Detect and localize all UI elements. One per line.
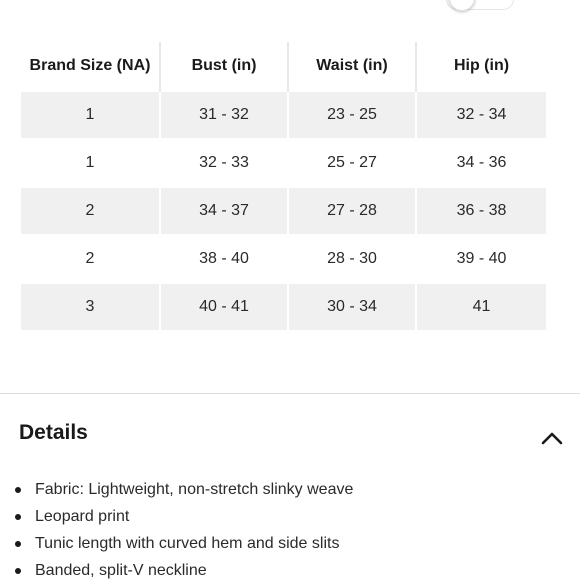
table-row — [21, 187, 546, 235]
table-cell: 34 - 37 — [160, 187, 288, 235]
table-cell: 31 - 32 — [160, 91, 288, 139]
details-heading[interactable]: Details — [19, 421, 88, 444]
bullet-dot — [15, 541, 21, 547]
table-row — [21, 235, 546, 283]
list-item-text: Banded, split-V neckline — [35, 562, 207, 579]
list-item-text: Tunic length with curved hem and side slits — [35, 535, 340, 552]
table-row — [21, 139, 546, 187]
chevron-up-icon[interactable] — [541, 431, 563, 445]
table-cell: 30 - 34 — [288, 283, 416, 330]
table-row — [21, 91, 546, 139]
section-divider — [0, 393, 580, 394]
table-cell: 27 - 28 — [288, 187, 416, 235]
list-item — [15, 477, 353, 504]
list-item — [15, 504, 353, 531]
list-item-text: Leopard print — [35, 508, 130, 525]
bullet-dot — [15, 487, 21, 493]
toggle-knob[interactable] — [449, 0, 475, 11]
table-cell: 38 - 40 — [160, 235, 288, 283]
table-cell: 2 — [21, 235, 160, 283]
table-cell: 28 - 30 — [288, 235, 416, 283]
table-cell: 1 — [21, 91, 160, 139]
table-cell: 34 - 36 — [416, 139, 546, 187]
table-cell: 2 — [21, 187, 160, 235]
size-chart-table — [21, 42, 546, 330]
toggle-switch[interactable] — [446, 0, 514, 10]
table-cell: 23 - 25 — [288, 91, 416, 139]
table-cell: 41 — [416, 283, 546, 330]
details-list — [15, 477, 353, 585]
header-bust: Bust (in) — [160, 42, 288, 91]
list-item — [15, 558, 353, 585]
table-cell: 32 - 33 — [160, 139, 288, 187]
table-cell: 32 - 34 — [416, 91, 546, 139]
header-brand-size: Brand Size (NA) — [29, 57, 151, 74]
bullet-dot — [15, 514, 21, 520]
table-cell: 1 — [21, 139, 160, 187]
table-cell: 25 - 27 — [288, 139, 416, 187]
table-row — [21, 283, 546, 330]
header-waist: Waist (in) — [288, 42, 416, 91]
table-cell: 36 - 38 — [416, 187, 546, 235]
list-item-text: Fabric: Lightweight, non-stretch slinky weave — [35, 481, 354, 498]
bullet-dot — [15, 568, 21, 574]
table-cell: 39 - 40 — [416, 235, 546, 283]
table-header-row — [21, 42, 546, 91]
header-hip: Hip (in) — [416, 42, 546, 91]
table-cell: 3 — [21, 283, 160, 330]
table-cell: 40 - 41 — [160, 283, 288, 330]
list-item — [15, 531, 353, 558]
